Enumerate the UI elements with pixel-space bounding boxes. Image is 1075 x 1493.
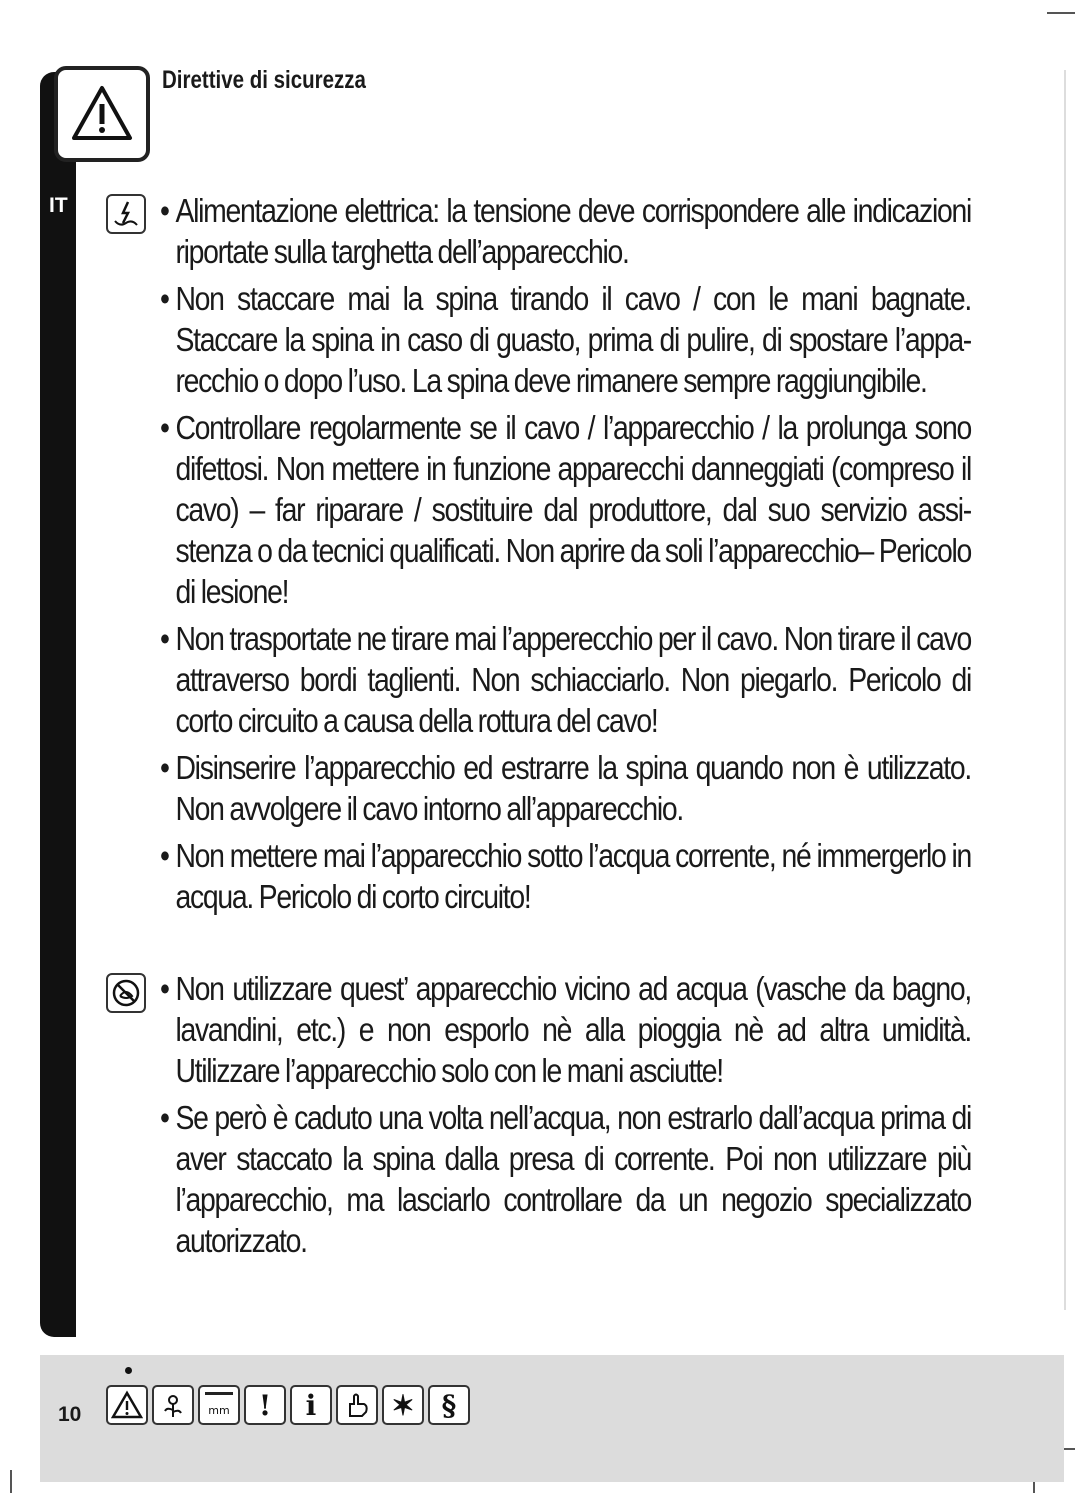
no-water-icon (111, 978, 141, 1008)
crop-mark (10, 1470, 12, 1493)
bullet-item: • Non staccare mai la spina tirando il cavo / con le mani bagnate. Staccare la spina in caso di guasto, prima di pulire, di spostare l’appa-recchio o dopo l’uso. La spina deve rimanere sempre raggiungibile. (160, 278, 971, 401)
page-number: 10 (58, 1403, 82, 1426)
footer-icon-row (106, 1385, 470, 1425)
bullet-list (160, 190, 990, 923)
exclamation-icon (244, 1385, 286, 1425)
bullet-list (160, 968, 990, 1267)
page-title: Direttive di sicurezza (162, 66, 366, 94)
bullet-item: • Non mettere mai l’apparecchio sotto l’acqua corrente, né immergerlo in acqua. Pericolo di corto circuito! (160, 835, 971, 917)
info-icon-glyph: i (305, 1388, 317, 1422)
paragraph-icon-glyph: § (441, 1388, 457, 1422)
crop-mark (1047, 12, 1075, 14)
section-icon (106, 194, 146, 234)
section-icon (106, 973, 146, 1013)
ruler-mm-icon (198, 1385, 240, 1425)
bullet-item: • Non utilizzare quest’ apparecchio vicino ad acqua (vasche da bagno, lavandini, etc.) e non esporlo nè alla pioggia nè ad altra umidità. Utilizzare l’apparecchio solo con le mani asciutte! (160, 968, 971, 1091)
exclamation-icon-glyph: ! (258, 1388, 272, 1422)
star-icon-glyph: ✶ (391, 1388, 415, 1422)
ruler-mark (205, 1392, 233, 1401)
star-icon (382, 1385, 424, 1425)
electric-shock-icon (111, 199, 141, 229)
info-icon (290, 1385, 332, 1425)
flower-icon (152, 1385, 194, 1425)
paragraph-icon (428, 1385, 470, 1425)
footer-bar (40, 1355, 1064, 1482)
language-side-bar (40, 72, 76, 1337)
bullet-item: • Disinserire l’apparecchio ed estrarre la spina quando non è utilizzato. Non avvolgere il cavo intorno all’apparecchio. (160, 747, 971, 829)
bullet-item: • Se però è caduto una volta nell’acqua, non estrarlo dall’acqua prima di aver staccato la spina dalla presa di corrente. Poi non utilizzare più l’apparecchio, ma lasciarlo controllare da un negozio specializzato autorizzato. (160, 1097, 971, 1261)
bullet-item: • Alimentazione elettrica: la tensione deve corrispondere alle indicazioni riportate sulla targhetta dell’apparecchio. (160, 190, 971, 272)
language-label: IT (49, 194, 68, 217)
bullet-item: • Controllare regolarmente se il cavo / l’apparecchio / la prolunga sono difettosi. Non mettere in funzione apparecchi danneggiati (compreso il cavo) – far riparare / sostituire dal produttore, dal suo servizio assi-stenza o da tecnici qualificati. Non aprire da soli l’apparecchio– Pericolo di lesione! (160, 407, 971, 612)
hand-icon (336, 1385, 378, 1425)
ruler-mm-label: mm (208, 1403, 230, 1417)
page-edge-line (1064, 70, 1066, 1310)
warning-icon (70, 82, 134, 146)
warning-header-box (54, 66, 150, 162)
warning-icon (106, 1385, 148, 1425)
bullet-item: • Non trasportate ne tirare mai l’apperecchio per il cavo. Non tirare il cavo attraverso bordi taglienti. Non schiacciarlo. Non piegarlo. Pericolo di corto circuito a causa della rottura del cavo! (160, 618, 971, 741)
